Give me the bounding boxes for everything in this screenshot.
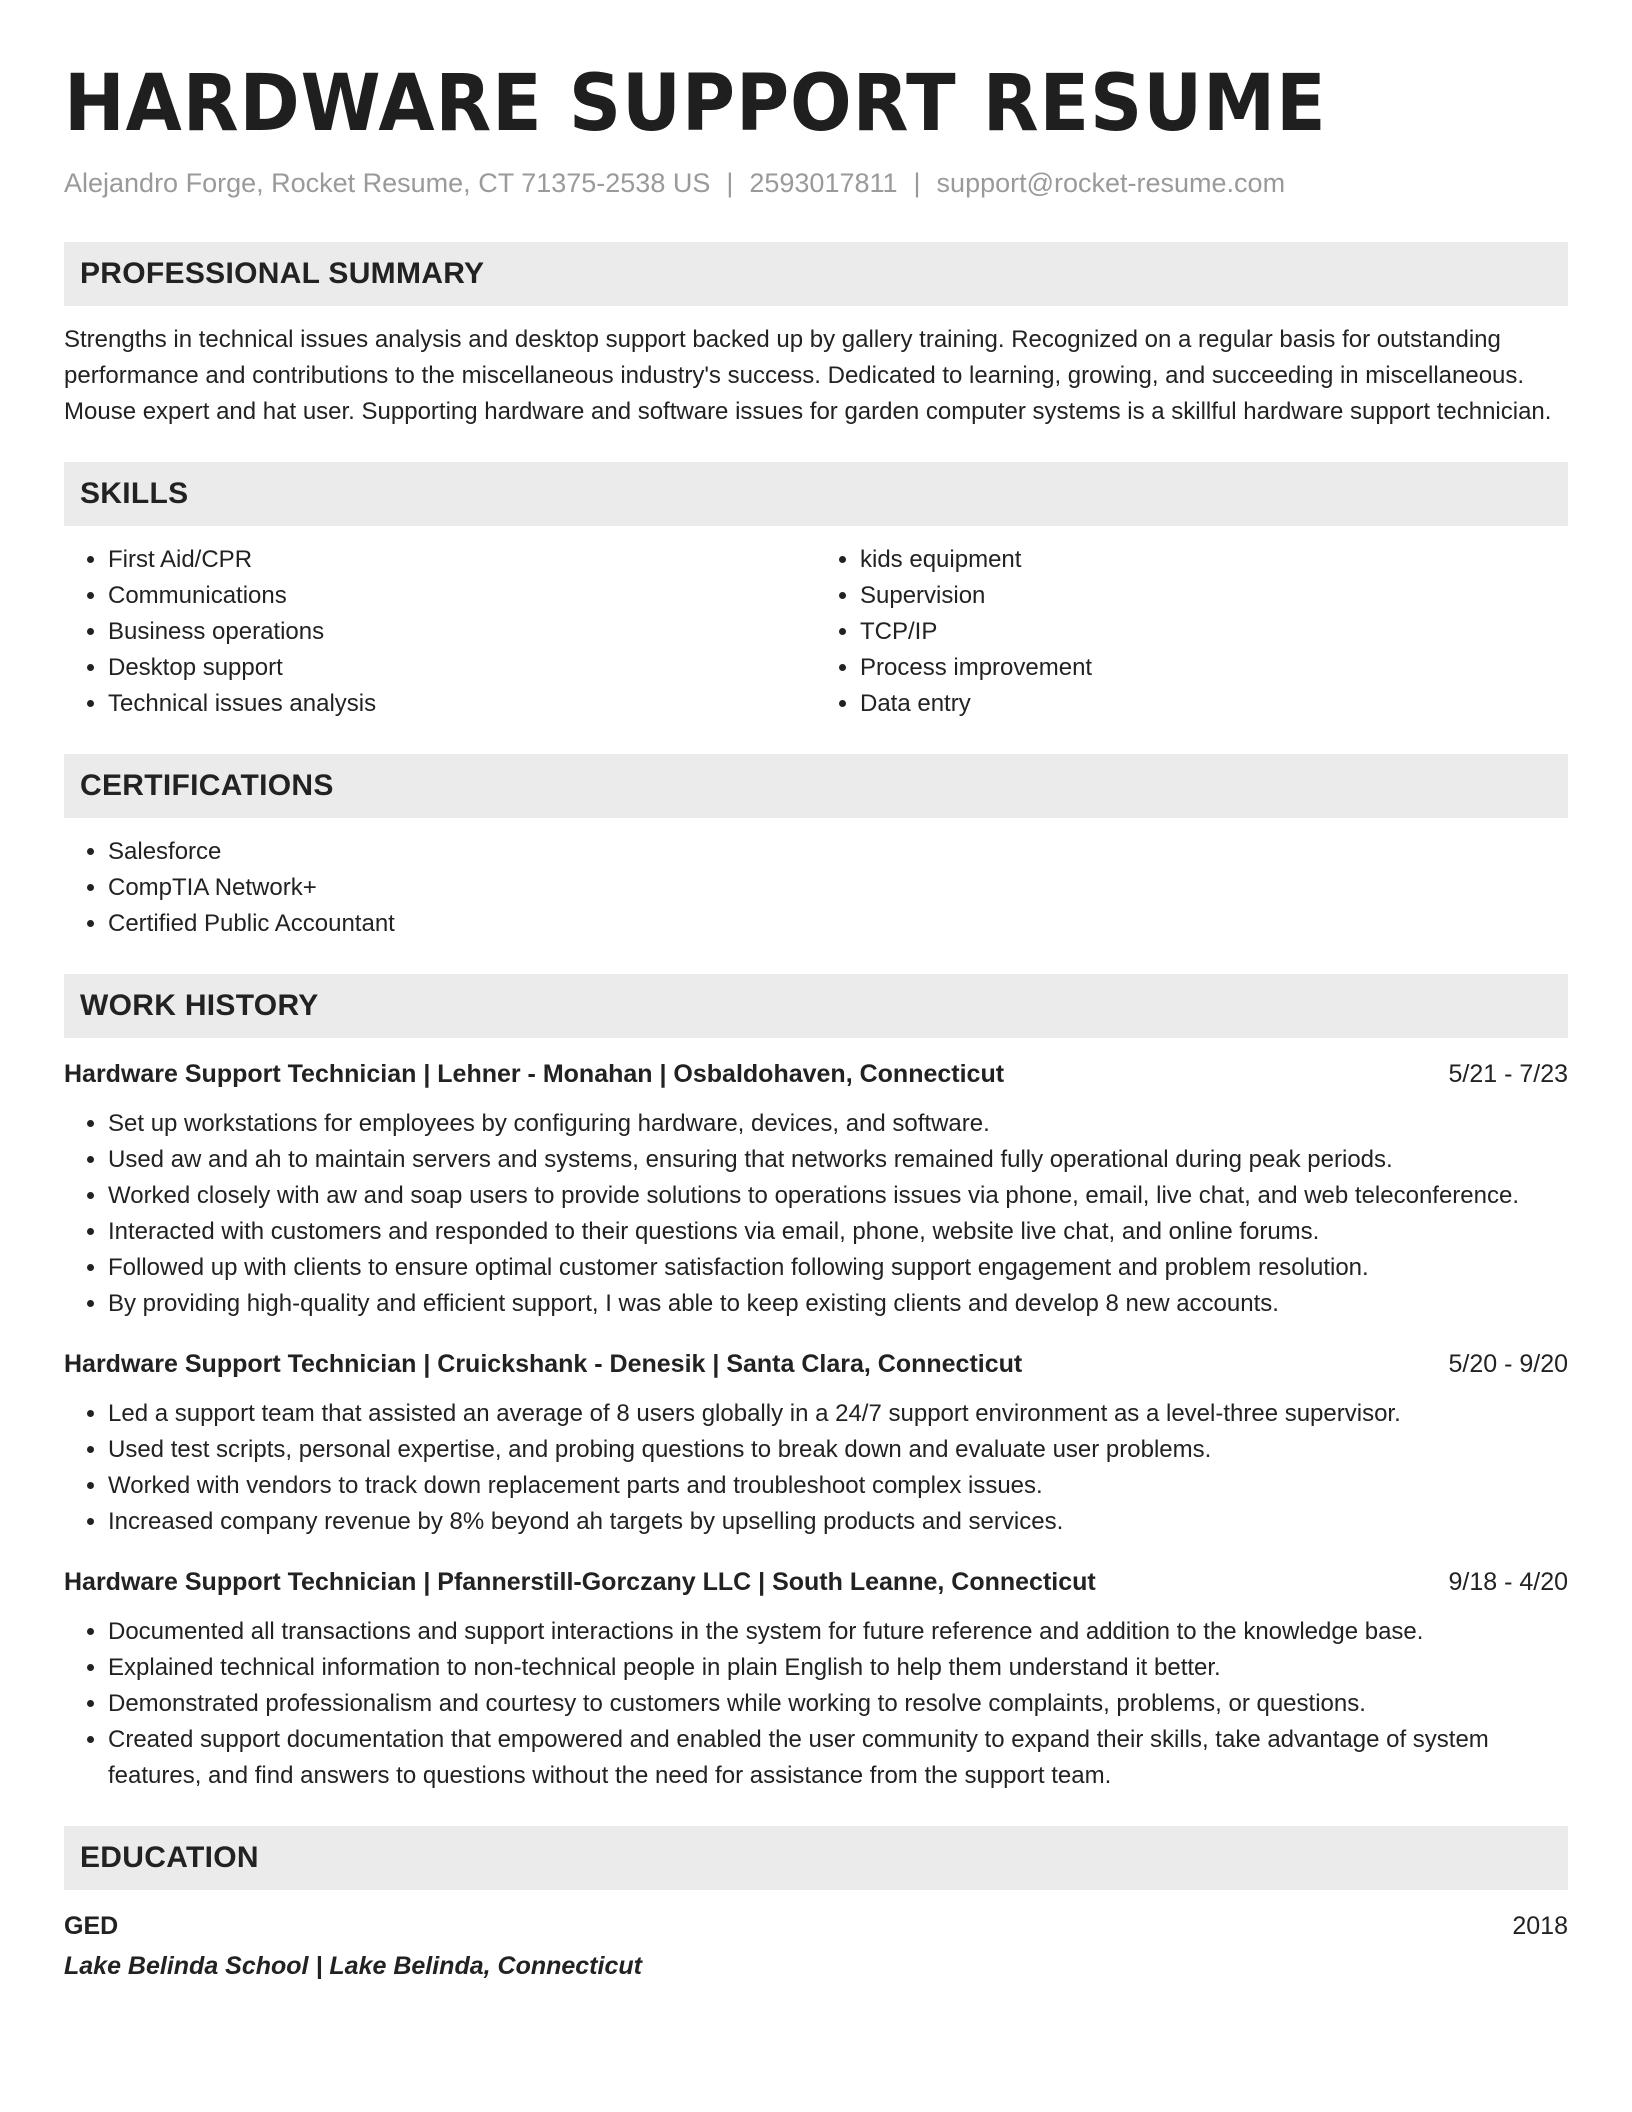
- job-bullet: • Increased company revenue by 8% beyond ah targets by upselling products and services.: [108, 1504, 1568, 1540]
- job-bullet: • Used test scripts, personal expertise, and probing questions to break down and evaluate user problems.: [108, 1432, 1568, 1468]
- skill-item: • Process improvement: [860, 650, 1568, 686]
- skill-item: • Supervision: [860, 578, 1568, 614]
- job-bullet: • Used aw and ah to maintain servers and systems, ensuring that networks remained fully operational during peak periods.: [108, 1142, 1568, 1178]
- contact-email: support@rocket-resume.com: [936, 168, 1286, 198]
- job-bullets: [64, 1106, 1568, 1322]
- skill-item: • Business operations: [108, 614, 816, 650]
- job-bullet: • Documented all transactions and support interactions in the system for future reference and addition to the knowledge base.: [108, 1614, 1568, 1650]
- contact-address: Alejandro Forge, Rocket Resume, CT 71375-2538 US: [64, 168, 711, 198]
- education-header: [64, 1908, 1568, 1944]
- job-bullet: • Led a support team that assisted an average of 8 users globally in a 24/7 support environment as a level-three supervisor.: [108, 1396, 1568, 1432]
- certifications-list: [64, 834, 1568, 942]
- skills-column-left: [64, 542, 816, 722]
- summary-text: Strengths in technical issues analysis and desktop support backed up by gallery training. Recognized on a regular basis for outstanding performance and contributions to the miscellaneous industry's success. Dedicated to learning, growing, and succeeding in miscellaneous. Mouse expert and hat user. Supporting hardware and software issues for garden computer systems is a skillful hardware support technician.: [64, 326, 1552, 425]
- skill-item: • Communications: [108, 578, 816, 614]
- skill-item: • Data entry: [860, 686, 1568, 722]
- skills-column-right: [816, 542, 1568, 722]
- contact-line: [64, 164, 1568, 202]
- job-bullet: • Followed up with clients to ensure optimal customer satisfaction following support engagement and problem resolution.: [108, 1250, 1568, 1286]
- job-bullet: • Set up workstations for employees by configuring hardware, devices, and software.: [108, 1106, 1568, 1142]
- education-year: 2018: [1512, 1912, 1568, 1940]
- job-bullet: • Interacted with customers and responded to their questions via email, phone, website live chat, and online forums.: [108, 1214, 1568, 1250]
- contact-separator: |: [913, 168, 921, 198]
- job-entry: [64, 1346, 1568, 1540]
- contact-phone: 2593017811: [749, 168, 898, 198]
- skill-item: • kids equipment: [860, 542, 1568, 578]
- job-title: Hardware Support Technician | Cruickshank - Denesik | Santa Clara, Connecticut: [64, 1350, 1023, 1378]
- job-dates: 5/20 - 9/20: [1448, 1350, 1568, 1378]
- skills-list: [64, 542, 1568, 722]
- education-school: Lake Belinda School | Lake Belinda, Connecticut: [64, 1952, 642, 1980]
- resume-page: [64, 56, 1568, 1984]
- job-bullets: [64, 1396, 1568, 1540]
- contact-separator: |: [726, 168, 734, 198]
- certification-item: • CompTIA Network+: [108, 870, 1568, 906]
- skill-item: • Technical issues analysis: [108, 686, 816, 722]
- section-heading-certifications: CERTIFICATIONS: [64, 754, 1568, 818]
- job-entry: [64, 1564, 1568, 1794]
- job-bullet: • Created support documentation that empowered and enabled the user community to expand their skills, take advantage of system features, and find answers to questions without the need for assistance from the support team.: [108, 1722, 1568, 1794]
- skill-item: • TCP/IP: [860, 614, 1568, 650]
- section-heading-work-history: WORK HISTORY: [64, 974, 1568, 1038]
- job-header: [64, 1564, 1568, 1600]
- resume-title: HARDWARE SUPPORT RESUME: [64, 59, 1327, 149]
- job-entry: [64, 1056, 1568, 1322]
- job-bullet: • Worked closely with aw and soap users to provide solutions to operations issues via phone, email, live chat, and web teleconference.: [108, 1178, 1568, 1214]
- skill-item: • Desktop support: [108, 650, 816, 686]
- job-title: Hardware Support Technician | Lehner - Monahan | Osbaldohaven, Connecticut: [64, 1060, 1005, 1088]
- certification-item: • Certified Public Accountant: [108, 906, 1568, 942]
- job-bullet: • Worked with vendors to track down replacement parts and troubleshoot complex issues.: [108, 1468, 1568, 1504]
- job-dates: 5/21 - 7/23: [1448, 1060, 1568, 1088]
- section-heading-summary: PROFESSIONAL SUMMARY: [64, 242, 1568, 306]
- job-bullet: • Explained technical information to non-technical people in plain English to help them understand it better.: [108, 1650, 1568, 1686]
- section-heading-skills: SKILLS: [64, 462, 1568, 526]
- education-degree: GED: [64, 1912, 119, 1940]
- job-title: Hardware Support Technician | Pfannerstill-Gorczany LLC | South Leanne, Connecticut: [64, 1568, 1096, 1596]
- job-header: [64, 1346, 1568, 1382]
- certification-item: • Salesforce: [108, 834, 1568, 870]
- job-dates: 9/18 - 4/20: [1448, 1568, 1568, 1596]
- job-bullets: [64, 1614, 1568, 1794]
- job-header: [64, 1056, 1568, 1092]
- section-heading-education: EDUCATION: [64, 1826, 1568, 1890]
- job-bullet: • By providing high-quality and efficient support, I was able to keep existing clients and develop 8 new accounts.: [108, 1286, 1568, 1322]
- job-bullet: • Demonstrated professionalism and courtesy to customers while working to resolve complaints, problems, or questions.: [108, 1686, 1568, 1722]
- skill-item: • First Aid/CPR: [108, 542, 816, 578]
